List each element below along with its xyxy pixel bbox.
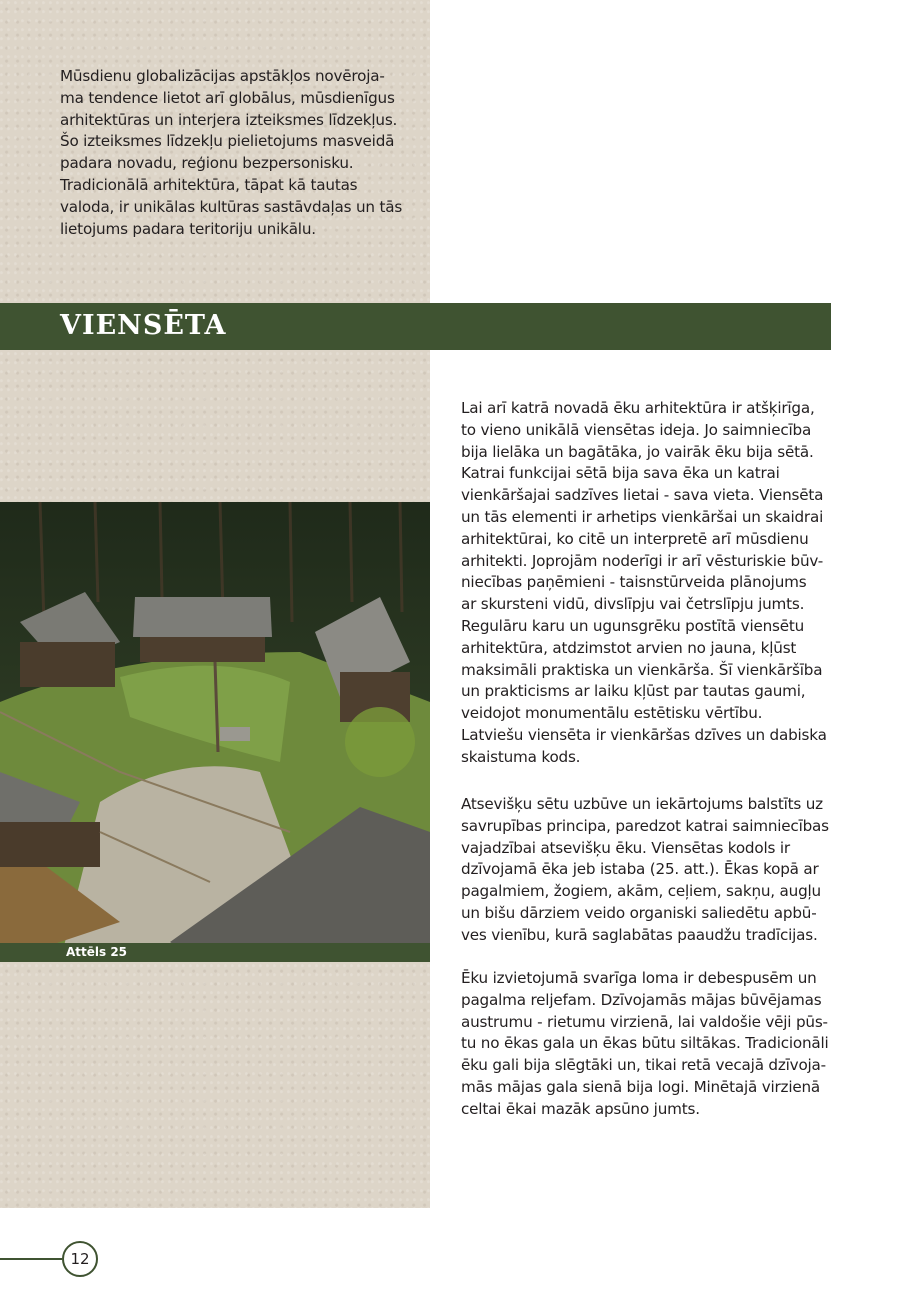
body-paragraph-2 [461, 794, 829, 947]
text-line: Tradicionālā arhitektūra, tāpat kā tautas [60, 175, 358, 194]
text-line: arhitektūrai, ko citē un interpretē arī mūsdienu [461, 529, 809, 548]
text-line: Regulāru karu un ugunsgrēku postītā viensētu [461, 616, 805, 635]
text-line: Mūsdienu globalizācijas apstākļos novēroja- [60, 67, 385, 85]
page-number: 12 [62, 1241, 98, 1277]
body-paragraph-3 [461, 968, 829, 1121]
text-line: un bišu dārziem veido organiski saliedētu apbū- [461, 903, 817, 922]
text-line: tu no ēkas gala un ēkas būtu siltākas. Tradicionāli [461, 1034, 829, 1053]
text-line: ma tendence lietot arī globālus, mūsdienīgus [60, 88, 395, 107]
farmstead-photo [0, 502, 430, 962]
text-line: Šo izteiksmes līdzekļu pielietojums masveidā [60, 132, 395, 151]
text-line: arhitektūra, atdzimstot arvien no jauna, kļūst [461, 638, 797, 657]
text-line: dzīvojamā ēka jeb istaba (25. att.). Ēkas kopā ar [461, 860, 819, 879]
text-line: valoda, ir unikālas kultūras sastāvdaļas un tās [60, 197, 403, 216]
text-line: Ēku izvietojumā svarīga loma ir debespusēm un [461, 969, 817, 987]
text-line: arhitektūras un interjera izteiksmes līdzekļus. [60, 110, 398, 129]
text-line: bija lielāka un bagātāka, jo vairāk ēku bija sētā. [461, 442, 814, 461]
text-line: celtai ēkai mazāk apsūno jumts. [461, 1099, 700, 1118]
text-line: lietojums padara teritoriju unikālu. [60, 219, 316, 238]
text-line: niecības paņēmieni - taisnstūrveida plānojums [461, 573, 807, 592]
text-line: ves vienību, kurā saglabātas paaudžu tradīcijas. [461, 925, 818, 944]
intro-paragraph [60, 66, 402, 240]
text-line: maksimāli praktiska un vienkārša. Šī vienkāršība [461, 660, 823, 679]
text-line: padara novadu, reģionu bezpersonisku. [60, 154, 354, 173]
text-line: vajadzībai atsevišķu ēku. Viensētas kodols ir [461, 838, 790, 857]
text-line: arhitekti. Joprojām noderīgi ir arī vēsturiskie būv- [461, 551, 824, 570]
text-line: to vieno unikālā viensētas ideja. Jo saimniecība [461, 420, 812, 439]
text-line: vienkāršajai sadzīves lietai - sava vieta. Viensēta [461, 486, 824, 505]
farmstead-illustration [0, 502, 430, 962]
text-line: savrupības principa, paredzot katrai saimniecības [461, 816, 829, 835]
text-line: Lai arī katrā novadā ēku arhitektūra ir atšķirīga, [461, 399, 815, 417]
page-number-rule [0, 1258, 62, 1260]
text-line: mās mājas gala sienā bija logi. Minētajā virzienā [461, 1077, 821, 1096]
figure-caption-bar [0, 943, 430, 962]
section-header-bar [0, 303, 831, 350]
text-line: un prakticisms ar laiku kļūst par tautas gaumi, [461, 682, 806, 701]
text-line: un tās elementi ir arhetips vienkāršai un skaidrai [461, 507, 824, 526]
text-line: Atsevišķu sētu uzbūve un iekārtojums balstīts uz [461, 795, 823, 813]
body-paragraph-1 [461, 398, 827, 769]
text-line: Katrai funkcijai sētā bija sava ēka un katrai [461, 464, 780, 483]
text-line: veidojot monumentālu estētisku vērtību. [461, 704, 763, 723]
text-line: austrumu - rietumu virzienā, lai valdošie vēji pūs- [461, 1012, 828, 1031]
text-line: Latviešu viensēta ir vienkāršas dzīves un dabiska [461, 725, 827, 744]
text-line: ar skursteni vidū, divslīpju vai četrslīpju jumts. [461, 595, 805, 614]
figure-caption: Attēls 25 [66, 945, 128, 959]
text-line: pagalmiem, žogiem, akām, ceļiem, sakņu, augļu [461, 882, 821, 901]
text-line: pagalma reljefam. Dzīvojamās mājas būvējamas [461, 990, 822, 1009]
text-line: skaistuma kods. [461, 747, 581, 766]
text-line: ēku gali bija slēgtāki un, tikai retā vecajā dzīvoja- [461, 1056, 826, 1075]
section-title: VIENSĒTA [60, 310, 227, 341]
